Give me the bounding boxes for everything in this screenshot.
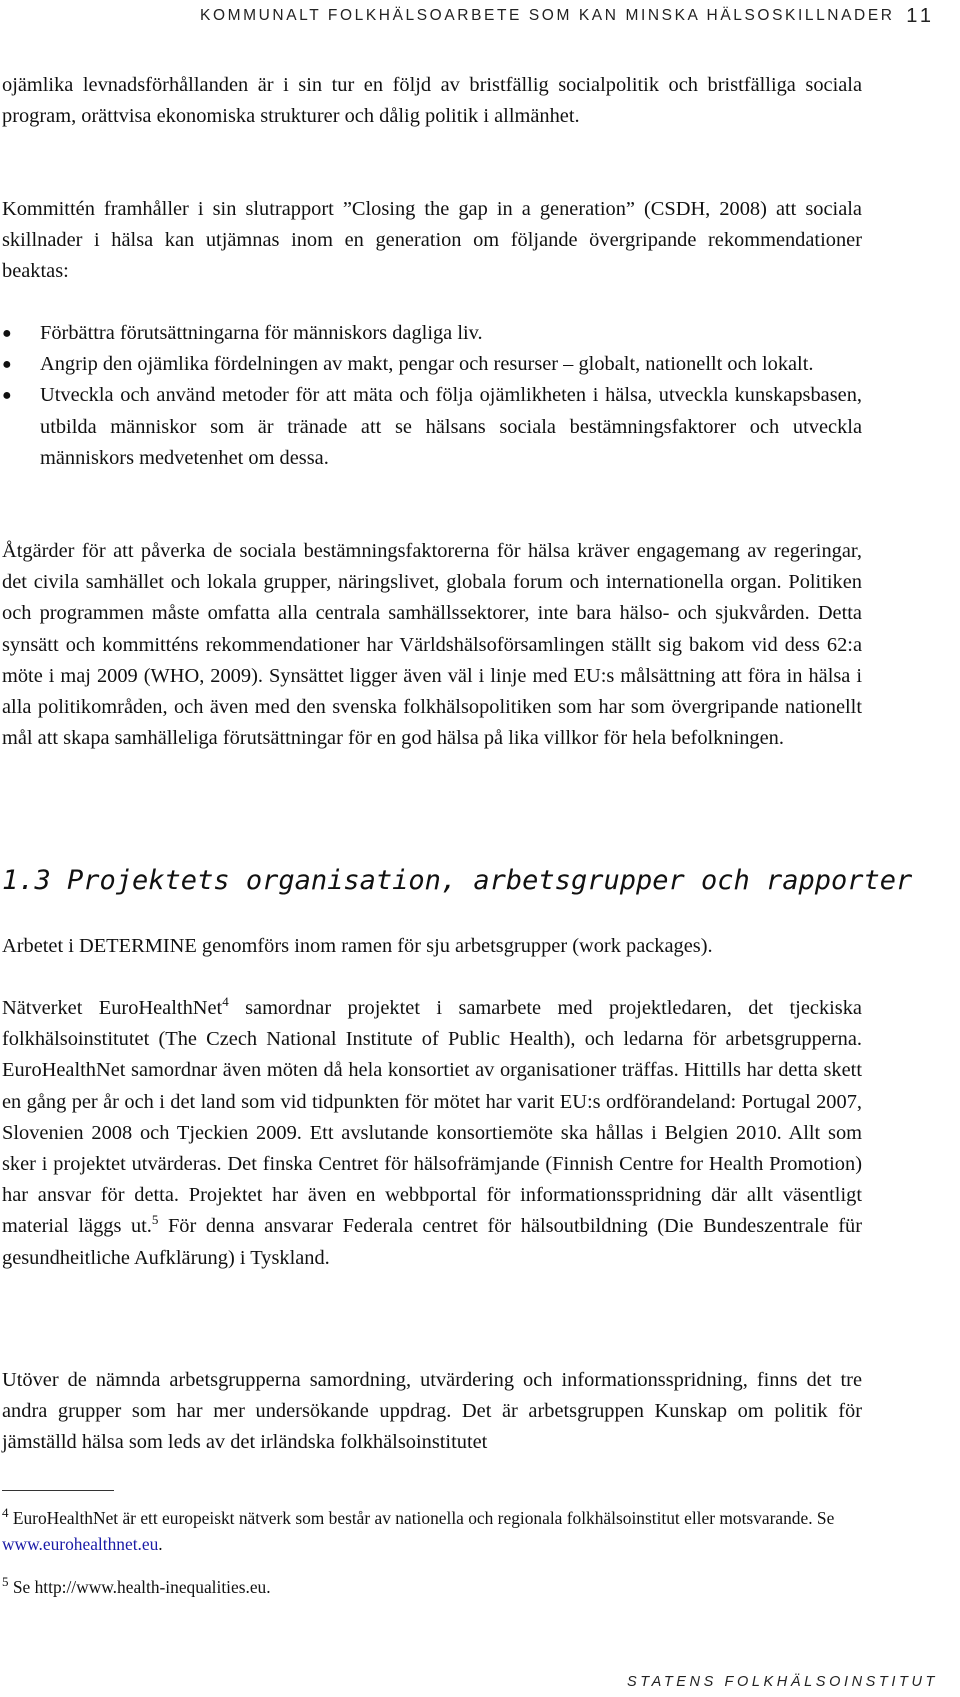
- list-item: [0, 318, 862, 349]
- footnote-4: [2, 1505, 862, 1557]
- footnote-text: Se http://www.health-inequalities.eu.: [8, 1577, 271, 1597]
- footnote-text-end: .: [158, 1534, 163, 1554]
- paragraph-text: Utöver de nämnda arbetsgrupperna samordning, utvärdering och informationsspridning, finns det tre andra grupper som har mer undersökande uppdrag. Det är arbetsgruppen Kunskap om politik för jämställd hälsa som leds av det irländska folkhälsoinstitutet: [2, 1369, 862, 1454]
- footnote-ref-4[interactable]: 4: [222, 994, 229, 1010]
- paragraph-text-part: Nätverket EuroHealthNet: [2, 997, 223, 1019]
- paragraph-text-part: samordnar projektet i samarbete med projektledaren, det tjeckiska folkhälsoinstitutet (The Czech National Institute of Public Health), och ledarna för arbetsgrupperna. EuroHealthNet samordnar även möten då hela konsortiet av organisationer träffas. Hittills har detta skett en gång per år och i det land som vid tidpunkten för mötet har varit EU:s ordförandeland: Portugal 2007, Slovenien 2008 och Tjeckien 2009. Ett avslutande konsortiemöte ska hållas i Belgien 2010. Allt som sker i projektet utvärderas. Det finska Centret för hälsofrämjande (Finnish Centre for Health Promotion) har ansvar för detta. Projektet har även en webbportal för informationsspridning där allt väsentligt material läggs ut.: [2, 997, 862, 1238]
- section-heading: 1.3 Projektets organisation, arbetsgrupper och rapporter: [2, 865, 913, 896]
- running-footer: STATENS FOLKHÄLSOINSTITUT: [626, 1674, 938, 1690]
- running-header: [200, 4, 935, 28]
- bullet-icon: ●: [2, 325, 12, 342]
- footnote-divider: [2, 1490, 114, 1491]
- paragraph-5: [2, 993, 862, 1274]
- footnote-text: EuroHealthNet är ett europeiskt nätverk som består av nationella och regionala folkhälsoinstitut eller motsvarande. Se: [8, 1508, 835, 1528]
- paragraph-6: [2, 1365, 862, 1459]
- paragraph-1: [2, 70, 862, 132]
- eurohealthnet-link[interactable]: www.eurohealthnet.eu: [2, 1534, 159, 1554]
- bullet-icon: ●: [2, 356, 12, 374]
- footnote-5: [2, 1574, 862, 1600]
- paragraph-2: [2, 194, 862, 288]
- page-number: 11: [906, 5, 935, 27]
- bullet-icon: ●: [2, 387, 12, 405]
- footnote-ref-5[interactable]: 5: [151, 1212, 159, 1228]
- list-item: [0, 349, 862, 380]
- paragraph-4: [2, 931, 862, 962]
- list-item-text: Angrip den ojämlika fördelningen av makt, pengar och resurser – globalt, nationellt och lokalt.: [40, 353, 814, 376]
- footnote-number: 5: [2, 1574, 9, 1590]
- paragraph-text: ojämlika levnadsförhållanden är i sin tur en följd av bristfällig socialpolitik och bristfälliga sociala program, orättvisa ekonomiska strukturer och dålig politik i allmänhet.: [2, 74, 862, 128]
- footnote-number: 4: [2, 1505, 9, 1521]
- paragraph-text: Kommittén framhåller i sin slutrapport ”Closing the gap in a generation” (CSDH, 2008) att sociala skillnader i hälsa kan utjämnas inom en generation om följande övergripande rekommendationer beaktas:: [2, 198, 862, 283]
- paragraph-text: Arbetet i DETERMINE genomförs inom ramen för sju arbetsgrupper (work packages).: [2, 935, 713, 957]
- list-item-text: Utveckla och använd metoder för att mäta och följa ojämlikheten i hälsa, utveckla kunskapsbasen, utbilda människor som är tränade att se hälsans sociala bestämningsfaktorer och utveckla människors medvetenhet om dessa.: [40, 384, 862, 469]
- paragraph-text-part: För denna ansvarar Federala centret för hälsoutbildning (Die Bundeszentrale für gesundheitliche Aufklärung) i Tyskland.: [2, 1215, 862, 1269]
- paragraph-text: Åtgärder för att påverka de sociala bestämningsfaktorerna för hälsa kräver engagemang av regeringar, det civila samhället och lokala grupper, näringslivet, globala forum och internationella organ. Politiken och programmen måste omfatta alla centrala samhällssektorer, inte bara hälso- och sjukvården. Detta synsätt och kommitténs rekommendationer har Världshälsoförsamlingen ställt sig bakom vid dess 62:a möte i maj 2009 (WHO, 2009). Synsättet ligger även väl i linje med EU:s målsättning att föra in hälsa i alla politikområden, och även med den svenska folkhälsopolitiken som har som övergripande nationellt mål att skapa samhälleliga förutsättningar för en god hälsa på lika villkor för hela befolkningen.: [2, 540, 862, 750]
- list-item: [0, 380, 862, 474]
- recommendation-list: [0, 318, 862, 474]
- footnotes: [2, 1505, 862, 1600]
- list-item-text: Förbättra förutsättningarna för människors dagliga liv.: [40, 322, 483, 344]
- paragraph-text: [2, 993, 862, 1274]
- paragraph-3: [2, 536, 862, 754]
- running-header-title: KOMMUNALT FOLKHÄLSOARBETE SOM KAN MINSKA HÄLSOSKILLNADER: [200, 7, 895, 24]
